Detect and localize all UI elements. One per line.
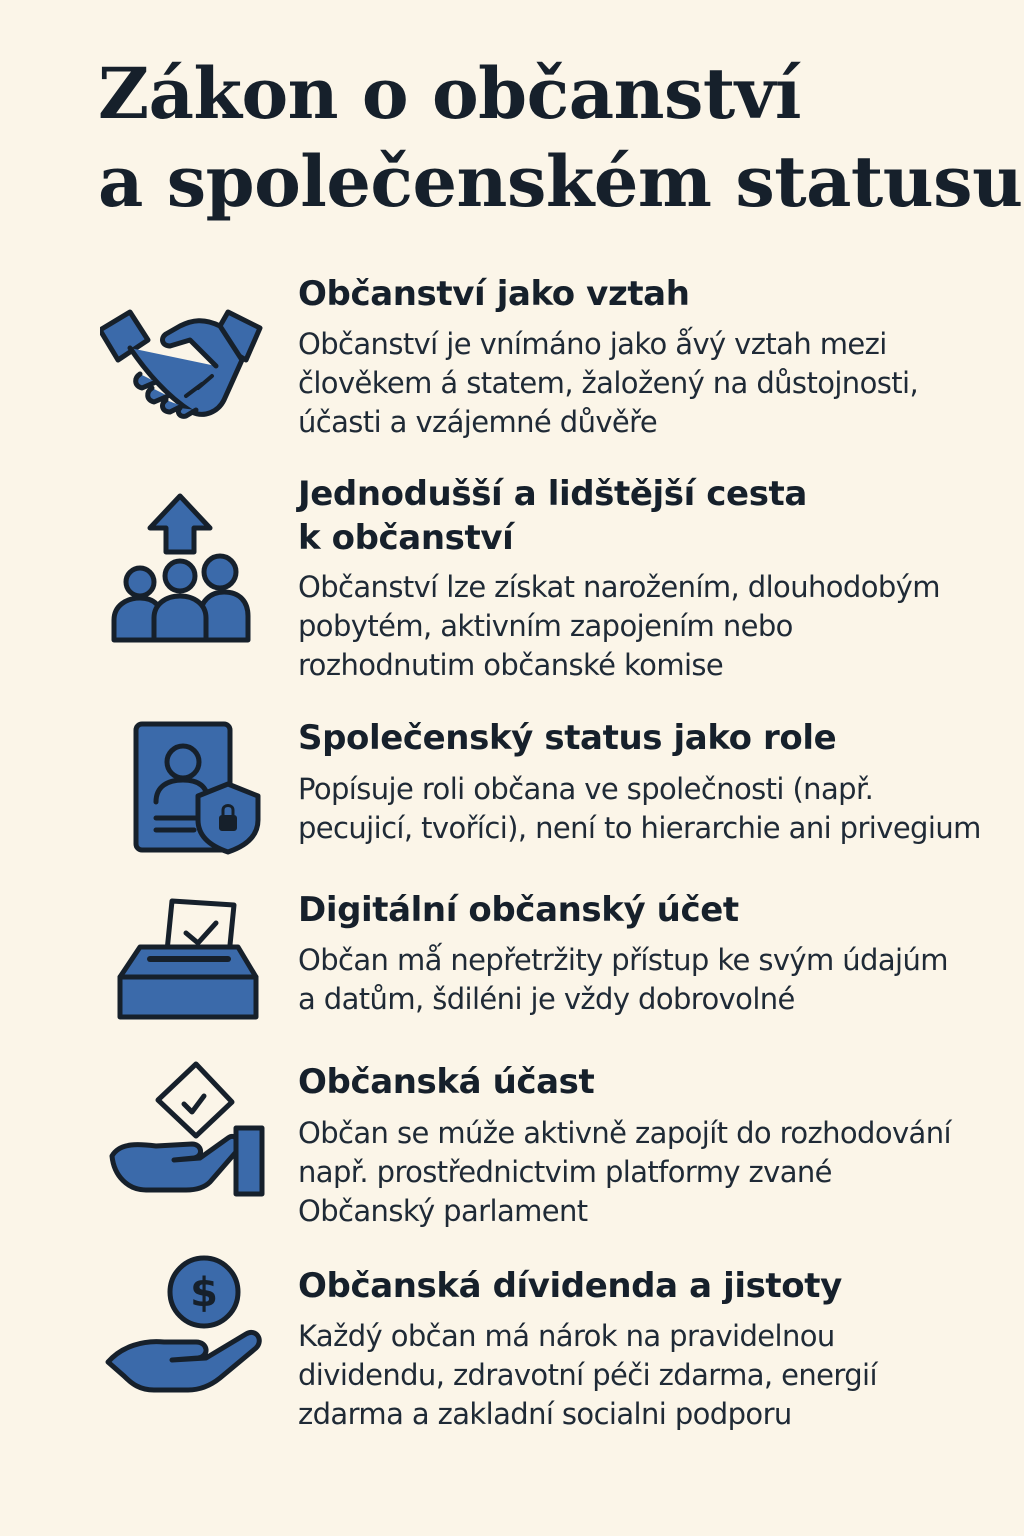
section-heading-line: Společenský status jako role	[298, 718, 837, 758]
section-heading	[298, 1264, 998, 1308]
section-heading	[298, 272, 998, 316]
section-heading	[298, 716, 998, 760]
section-body-line: rozhodnutim občanské komise	[298, 648, 724, 682]
section-body-line: např. prostřednictvim platformy zvané	[298, 1155, 832, 1189]
section-body-line: a datům, šdiléni je vždy dobrovolné	[298, 982, 795, 1016]
page-title	[98, 50, 1023, 226]
section-heading-line: Jednodušší a lidštější cesta	[298, 474, 807, 514]
section-body-line: Občanský parlament	[298, 1194, 588, 1228]
section-body-line: Popísuje roli občana ve společnosti (např.	[298, 772, 874, 806]
section-body-line: Každý občan má nárok na pravidelnou	[298, 1319, 835, 1353]
page-title-line-1: Zákon o občanství	[98, 52, 801, 135]
section-body-line: zdarma a zakladní socialni podporu	[298, 1397, 792, 1431]
handshake-icon	[100, 300, 270, 430]
svg-text:$: $	[190, 1270, 218, 1316]
section-body	[298, 941, 1008, 1019]
section-heading	[298, 1060, 998, 1104]
section-body	[298, 1114, 1008, 1231]
page-title-line-2: a společenském statusu	[98, 140, 1023, 223]
section-body	[298, 1317, 1008, 1434]
section-body	[298, 568, 1008, 685]
id-card-shield-icon	[100, 718, 270, 858]
section-heading	[298, 472, 998, 560]
section-body-line: Občan se múže aktivně zapojít do rozhodování	[298, 1116, 951, 1150]
section-heading-line: Digitální občanský účet	[298, 890, 739, 930]
hand-coin-icon	[100, 1252, 270, 1397]
section-body	[298, 770, 1008, 848]
section-body-line: Občan mǻ nepřetržity přístup ke svým údajúm	[298, 943, 948, 977]
section-heading-line: Občanská účast	[298, 1062, 595, 1102]
section-body-line: účasti a vzájemné důvěře	[298, 405, 658, 439]
section-heading	[298, 888, 998, 932]
section-heading-line: Občanství jako vztah	[298, 274, 690, 314]
hand-ballot-icon	[100, 1058, 270, 1198]
section-heading-line: Občanská dívidenda a jistoty	[298, 1266, 842, 1306]
section-body	[298, 325, 1008, 442]
section-heading-line: k občanství	[298, 518, 514, 558]
section-body-line: Občanství je vnímáno jako ǻvý vztah mezi	[298, 327, 887, 361]
ballot-box-icon	[100, 895, 270, 1025]
section-body-line: Občanství lze získat narožením, dlouhodobým	[298, 570, 940, 604]
section-body-line: dividendu, zdravotní péči zdarma, energií	[298, 1358, 877, 1392]
people-arrow-up-icon	[100, 490, 270, 650]
section-body-line: člověkem á statem, žaložený na důstojnosti,	[298, 366, 919, 400]
section-body-line: pecujicí, tvoříci), není to hierarchie ani privegium	[298, 811, 981, 845]
section-body-line: pobytém, aktivním zapojením nebo	[298, 609, 793, 643]
